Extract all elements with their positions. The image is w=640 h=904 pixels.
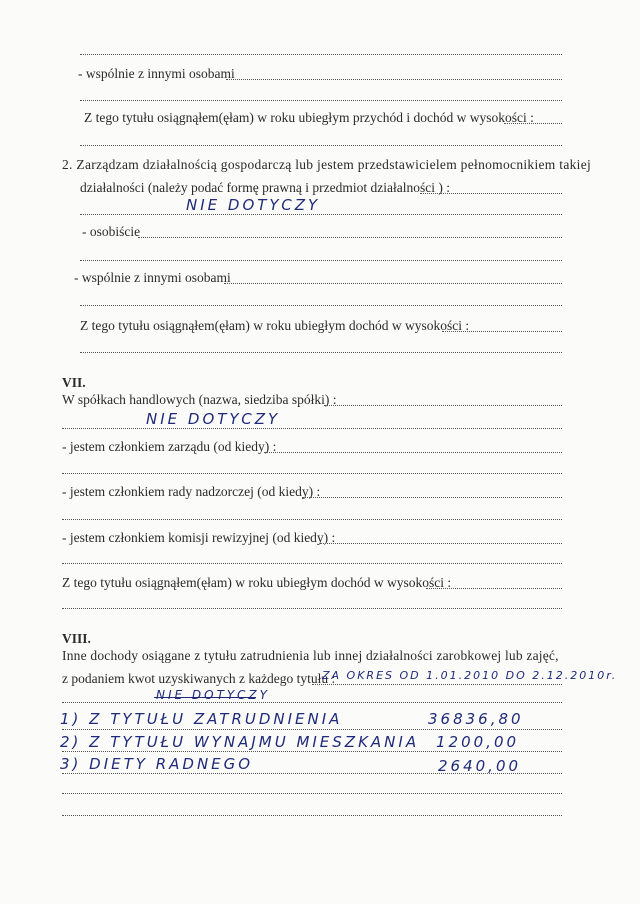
audit-field[interactable] [320,543,562,544]
income-row-1-label: 1) Z TYTUŁU ZATRUDNIENIA [60,710,343,728]
income-row-2-label: 2) Z TYTUŁU WYNAJMU MIESZKANIA [60,733,420,751]
blank-line [80,100,562,101]
blank-line [80,214,562,215]
blank-line [62,519,562,520]
blank-line [62,815,562,816]
blank-line [62,428,562,429]
income-field-2[interactable] [442,331,562,332]
other-income-line2: z podaniem kwot uzyskiwanych z każdego tytułu : [62,671,336,686]
board-field[interactable] [264,452,562,453]
other-income-line1: Inne dochody osiągane z tytułu zatrudnienia lub innej działalności zarobkowej lub zajęć, [62,648,559,663]
strike-line [154,697,256,698]
blank-line [80,305,562,306]
blank-line [62,473,562,474]
supervisory-label: - jestem członkiem rady nadzorczej (od kiedy) : [62,484,321,499]
blank-line [62,729,562,730]
blank-line [80,54,562,55]
companies-label: W spółkach handlowych (nazwa, siedziba spółki) : [62,392,337,407]
income-label-2: Z tego tytułu osiągnąłem(ęłam) w roku ubiegłym dochód w wysokości : [80,318,470,333]
companies-field[interactable] [324,405,562,406]
income-field-1[interactable] [504,123,562,124]
blank-line [62,751,562,752]
income-row-3-amount: 2640,00 [438,757,522,775]
handwritten-not-applicable-1: NIE DOTYCZY [186,196,321,214]
together-field-2[interactable] [224,283,562,284]
together-label: - wspólnie z innymi osobami [78,66,235,81]
income-row-3-label: 3) DIETY RADNEGO [60,755,254,773]
together-field[interactable] [226,79,562,80]
income-label-1: Z tego tytułu osiągnąłem(ęłam) w roku ubiegłym przychód i dochód w wysokości : [84,110,534,125]
handwritten-period: ZA OKRES OD 1.01.2010 DO 2.12.2010r. [322,669,618,682]
income-row-1-amount: 36836,80 [428,710,524,728]
board-label: - jestem członkiem zarządu (od kiedy) : [62,439,277,454]
supervisory-field[interactable] [302,497,562,498]
section-viii-heading: VIII. [62,631,91,646]
handwritten-struck-not-applicable: NIE DOTYCZY [156,688,270,702]
blank-line [62,702,562,703]
income-row-2-amount: 1200,00 [436,733,520,751]
section-vii-heading: VII. [62,375,86,390]
audit-label: - jestem członkiem komisji rewizyjnej (od kiedy) : [62,530,336,545]
together-label-2: - wspólnie z innymi osobami [74,270,231,285]
personally-label: - osobiście [82,224,141,239]
vii-income-label: Z tego tytułu osiągnąłem(ęłam) w roku ubiegłym dochód w wysokości : [62,575,452,590]
blank-line [62,773,562,774]
blank-line [62,608,562,609]
blank-line [62,563,562,564]
item2-line1: 2. Zarządzam działalnością gospodarczą lub jestem przedstawicielem pełnomocnikiem takiej [62,157,592,172]
item2-line2: działalności (należy podać formę prawną i przedmiot działalności ) : [80,180,450,195]
blank-line [80,260,562,261]
vii-income-field[interactable] [426,588,562,589]
period-field[interactable] [312,684,562,685]
handwritten-not-applicable-2: NIE DOTYCZY [146,410,281,428]
blank-line [62,793,562,794]
blank-line [80,352,562,353]
activity-field[interactable] [420,193,562,194]
blank-line [80,145,562,146]
personally-field[interactable] [138,237,562,238]
